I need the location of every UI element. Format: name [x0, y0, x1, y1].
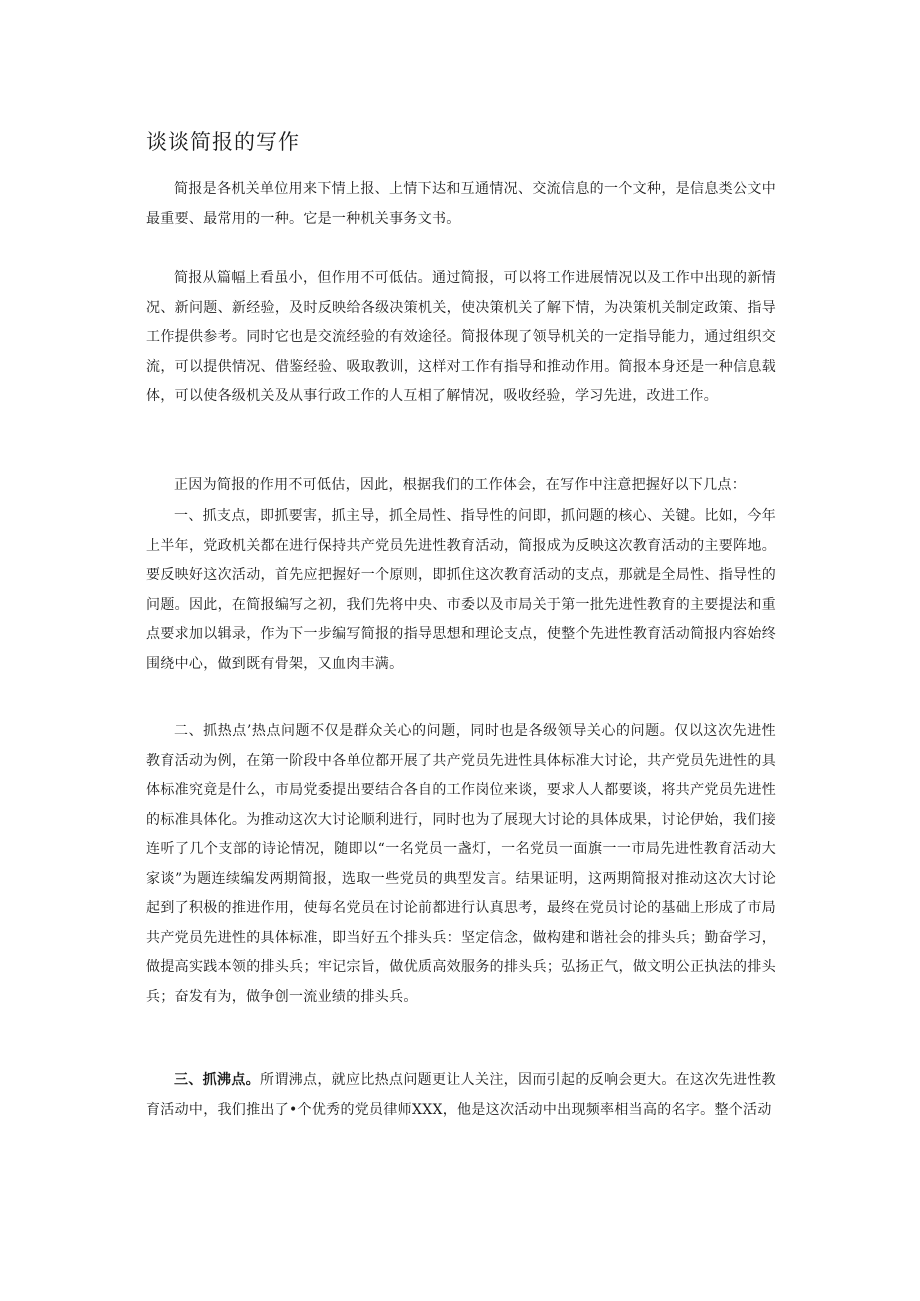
paragraph-point-three [146, 1066, 776, 1128]
paragraph-point-two: 二、抓热点’热点问题不仅是群众关心的问题，同时也是各级领导关心的问题。仅以这次先进性教育活动为例，在第一阶段中各单位都开展了共产党员先进性具体标准大讨论，共产党员先进性的具体标准究竟是什么，市局党委提出要结合各自的工作岗位来谈，要求人人都要谈，将共产党员先进性的标准具体化。为推动这次大讨论顺利进行，同时也为了展现大讨论的具体成果，讨论伊始，我们接连听了几个支部的诗论情况，随即以“一名党员一盏灯，一名党员一面旗一一市局先进性教育活动大家谈”为题连续编发两期简报，选取一些党员的典型发言。结果证明，这两期简报对推动这次大讨论起到了积极的推进作用，使每名党员在讨论前都进行认真思考，最终在党员讨论的基础上形成了市局共产党员先进性的具体标准，即当好五个排头兵：坚定信念，做构建和谐社会的排头兵；勤奋学习，做提高实践本领的排头兵；牢记宗旨，做优质高效服务的排头兵；弘扬正气，做文明公正执法的排头兵；奋发有为，做争创一流业绩的排头兵。 [146, 723, 776, 1005]
paragraph-point-one: 一、抓支点，即抓要害，抓主导，抓全局性、指导性的问即，抓问题的核心、关键。比如，今年上半年，党政机关都在进行保持共产党员先进性教育活动，简报成为反映这次教育活动的主要阵地。要反映好这次活动，首先应把握好一个原则，即抓住这次教育活动的支点，那就是全局性、指导性的问题。因此，在简报编写之初，我们先将中央、市委以及市局关于第一批先进性教育的主要提法和重点要求加以辑录，作为下一步编写简报的指导思想和理论支点，使整个先进性教育活动简报内容始终围绕中心，做到既有骨架，又血肉丰满。 [146, 508, 776, 672]
paragraph-intro-points: 正因为简报的作用不可低估，因此，根据我们的工作体会，在写作中注意把握好以下几点： [174, 477, 746, 493]
point-three-heading: 三、抓沸点。 [174, 1072, 261, 1088]
paragraph-importance: 简报从篇幅上看虽小，但作用不可低估。通过简报，可以将工作进展情况以及工作中出现的新情况、新问题、新经验，及时反映给各级决策机关，使决策机关了解下情，为决策机关制定政策、指导工作提供参考。同时它也是交流经验的有效途径。简报体现了领导机关的一定指导能力，通过组织交流，可以提供情况、借鉴经验、吸取教训，这样对工作有指导和推动作用。简报本身还是一种信息载体，可以使各级机关及从事行政工作的人互相了解情况，吸收经验，学习先进，改进工作。 [146, 270, 776, 404]
paragraph-definition: 简报是各机关单位用来下情上报、上情下达和互通情况、交流信息的一个文种，是信息类公文中最重要、最常用的一种。它是一种机关事务文书。 [146, 181, 776, 227]
point-three-text: 所谓沸点，就应比热点问题更让人关注，因而引起的反响会更大。在这次先进性教育活动中，我们推出了•个优秀的党员律师XXX，他是这次活动中出现频率相当高的名字。整个活动 [146, 1072, 776, 1118]
document-title: 谈谈简报的写作 [146, 130, 300, 154]
